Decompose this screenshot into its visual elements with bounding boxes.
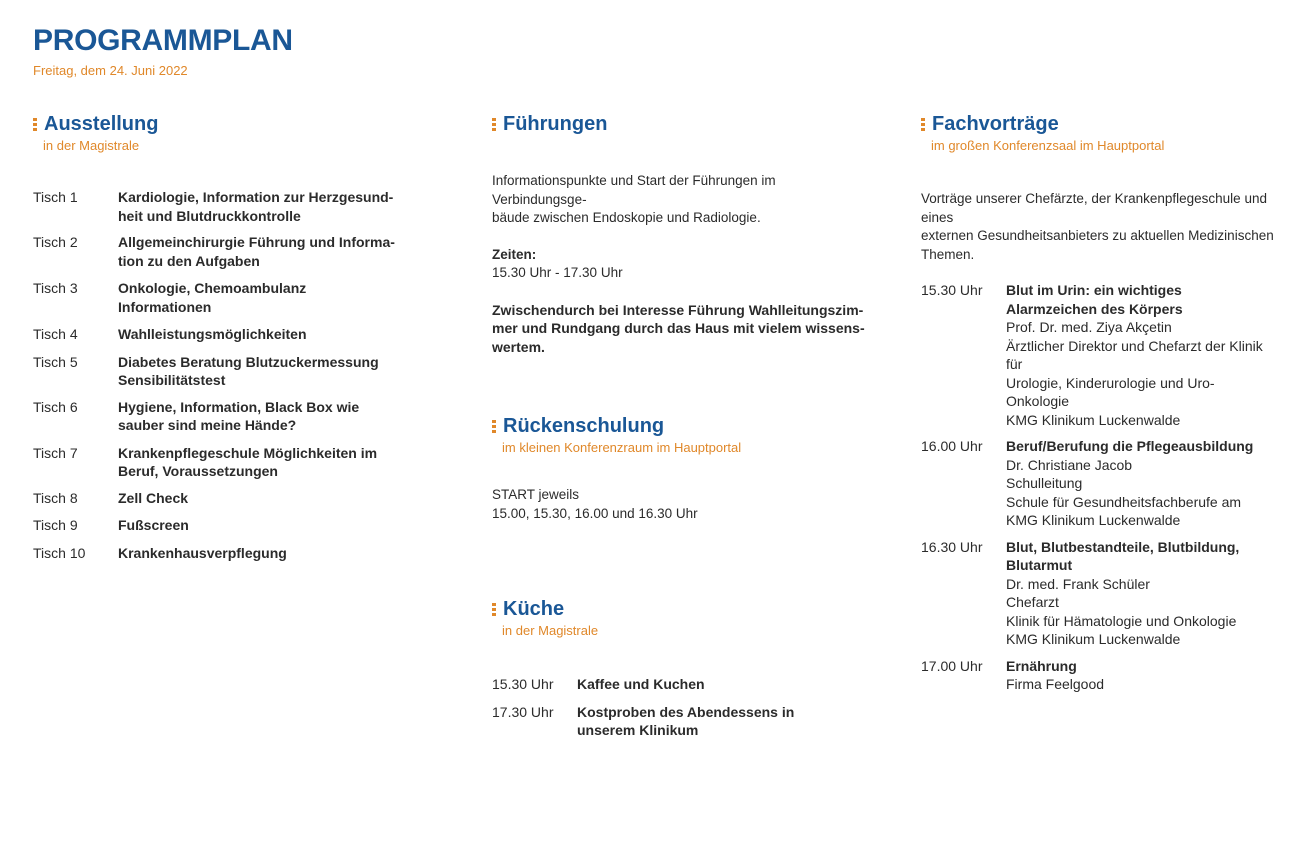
table-text: Wahlleistungsmöglichkeiten [118, 326, 307, 342]
section-fachvortraege [921, 112, 1276, 694]
table-text: Diabetes Beratung Blutzuckermessung Sensibilitätstest [118, 353, 379, 388]
talk-details: Prof. Dr. med. Ziya Akçetin Ärztlicher Direktor und Chefarzt der Klinik für Urologie, Kinderurologie und Uro-Onkologie KMG Klinikum Luckenwalde [1006, 319, 1263, 428]
section-subtitle: im kleinen Konferenzraum im Hauptportal [502, 440, 742, 455]
item-time: 17.30 Uhr [492, 703, 554, 720]
table-text: Onkologie, Chemoambulanz Informationen [118, 280, 307, 315]
table-label: Tisch 8 [33, 489, 78, 506]
table-label: Tisch 6 [33, 398, 78, 415]
list-item [33, 325, 433, 344]
section-kueche [492, 597, 872, 740]
table-label: Tisch 3 [33, 280, 78, 296]
section-subtitle: in der Magistrale [43, 138, 140, 153]
talk-title: Blut im Urin: ein wichtiges Alarmzeichen des Körpers [1006, 282, 1183, 317]
table-label: Tisch 9 [33, 517, 78, 533]
table-label: Tisch 2 [33, 234, 78, 250]
talk-list [921, 281, 1276, 694]
list-item [33, 544, 433, 563]
kitchen-list [492, 675, 872, 740]
section-ausstellung [33, 112, 433, 562]
section-marker-icon [492, 117, 496, 132]
list-item [33, 188, 433, 225]
times-value: 15.30 Uhr - 17.30 Uhr [492, 265, 623, 280]
list-item [33, 489, 433, 508]
column-middle [492, 112, 872, 738]
list-item [33, 516, 433, 535]
section-title: Küche [503, 598, 565, 620]
section-marker-icon [921, 117, 925, 132]
list-item [33, 279, 433, 316]
talk-title: Beruf/Berufung die Pflegeausbildung [1006, 438, 1254, 454]
section-marker-icon [492, 419, 496, 434]
table-text: Kardiologie, Information zur Herzgesund- heit und Blutdruckkontrolle [118, 189, 394, 224]
table-text: Krankenhausverpflegung [118, 544, 287, 561]
list-item [33, 398, 433, 435]
talks-intro: Vorträge unserer Chefärzte, der Krankenpflegeschule und eines externen Gesundheitsanbieters zu aktuellen Medizinischen Themen. [921, 191, 1274, 262]
list-item [33, 233, 433, 270]
section-marker-icon [33, 117, 37, 132]
item-text: Kaffee und Kuchen [577, 676, 705, 692]
talk-time: 16.00 Uhr [921, 438, 983, 454]
table-text: Krankenpflegeschule Möglichkeiten im Beruf, Voraussetzungen [118, 444, 378, 479]
talk-time: 17.00 Uhr [921, 657, 983, 674]
page-date: Freitag, dem 24. Juni 2022 [33, 63, 188, 78]
list-item [921, 538, 1276, 649]
start-times: 15.00, 15.30, 16.00 und 16.30 Uhr [492, 505, 698, 521]
section-rueckenschulung [492, 414, 872, 523]
section-title: Ausstellung [44, 113, 159, 135]
talk-title: Ernährung [1006, 657, 1077, 674]
table-text: Hygiene, Information, Black Box wie sauber sind meine Hände? [118, 398, 360, 433]
section-fuehrungen [492, 112, 872, 356]
section-subtitle: im großen Konferenzsaal im Hauptportal [931, 138, 1165, 153]
talk-time: 15.30 Uhr [921, 282, 983, 298]
talk-title: Blut, Blutbestandteile, Blutbildung, Blutarmut [1006, 538, 1240, 573]
talk-details: Dr. Christiane Jacob Schulleitung Schule für Gesundheitsfachberufe am KMG Klinikum Luckenwalde [1006, 456, 1242, 528]
list-item [492, 703, 872, 740]
tour-intro: Informationspunkte und Start der Führungen im Verbindungsge- bäude zwischen Endoskopie und Radiologie. [492, 173, 776, 225]
page-title: PROGRAMMPLAN [33, 24, 293, 57]
list-item [33, 353, 433, 390]
talk-details: Dr. med. Frank Schüler Chefarzt Klinik für Hämatologie und Onkologie KMG Klinikum Luckenwalde [1006, 575, 1237, 647]
table-label: Tisch 4 [33, 326, 78, 342]
section-subtitle: in der Magistrale [502, 623, 599, 638]
section-title: Führungen [503, 113, 608, 135]
table-label: Tisch 5 [33, 353, 78, 370]
list-item [921, 281, 1276, 429]
start-label: START jeweils [492, 487, 580, 502]
list-item [492, 675, 872, 694]
table-text: Zell Check [118, 489, 189, 506]
item-text: Kostproben des Abendessens in unserem Klinikum [577, 703, 795, 738]
list-item [33, 444, 433, 481]
list-item [921, 437, 1276, 530]
table-label: Tisch 7 [33, 444, 78, 461]
tour-note: Zwischendurch bei Interesse Führung Wahlleitungszim- mer und Rundgang durch das Haus mit vielem wissens- wertem. [492, 301, 865, 355]
item-time: 15.30 Uhr [492, 676, 554, 692]
table-label: Tisch 1 [33, 189, 78, 205]
talk-details: Firma Feelgood [1006, 676, 1105, 692]
table-label: Tisch 10 [33, 544, 86, 561]
exhibit-list [33, 188, 433, 562]
section-title: Rückenschulung [503, 415, 665, 437]
section-marker-icon [492, 602, 496, 617]
talk-time: 16.30 Uhr [921, 538, 983, 555]
table-text: Allgemeinchirurgie Führung und Informa- tion zu den Aufgaben [118, 234, 395, 269]
section-title: Fachvorträge [932, 113, 1059, 135]
table-text: Fußscreen [118, 517, 189, 533]
times-label: Zeiten: [492, 246, 537, 262]
list-item [921, 657, 1276, 694]
